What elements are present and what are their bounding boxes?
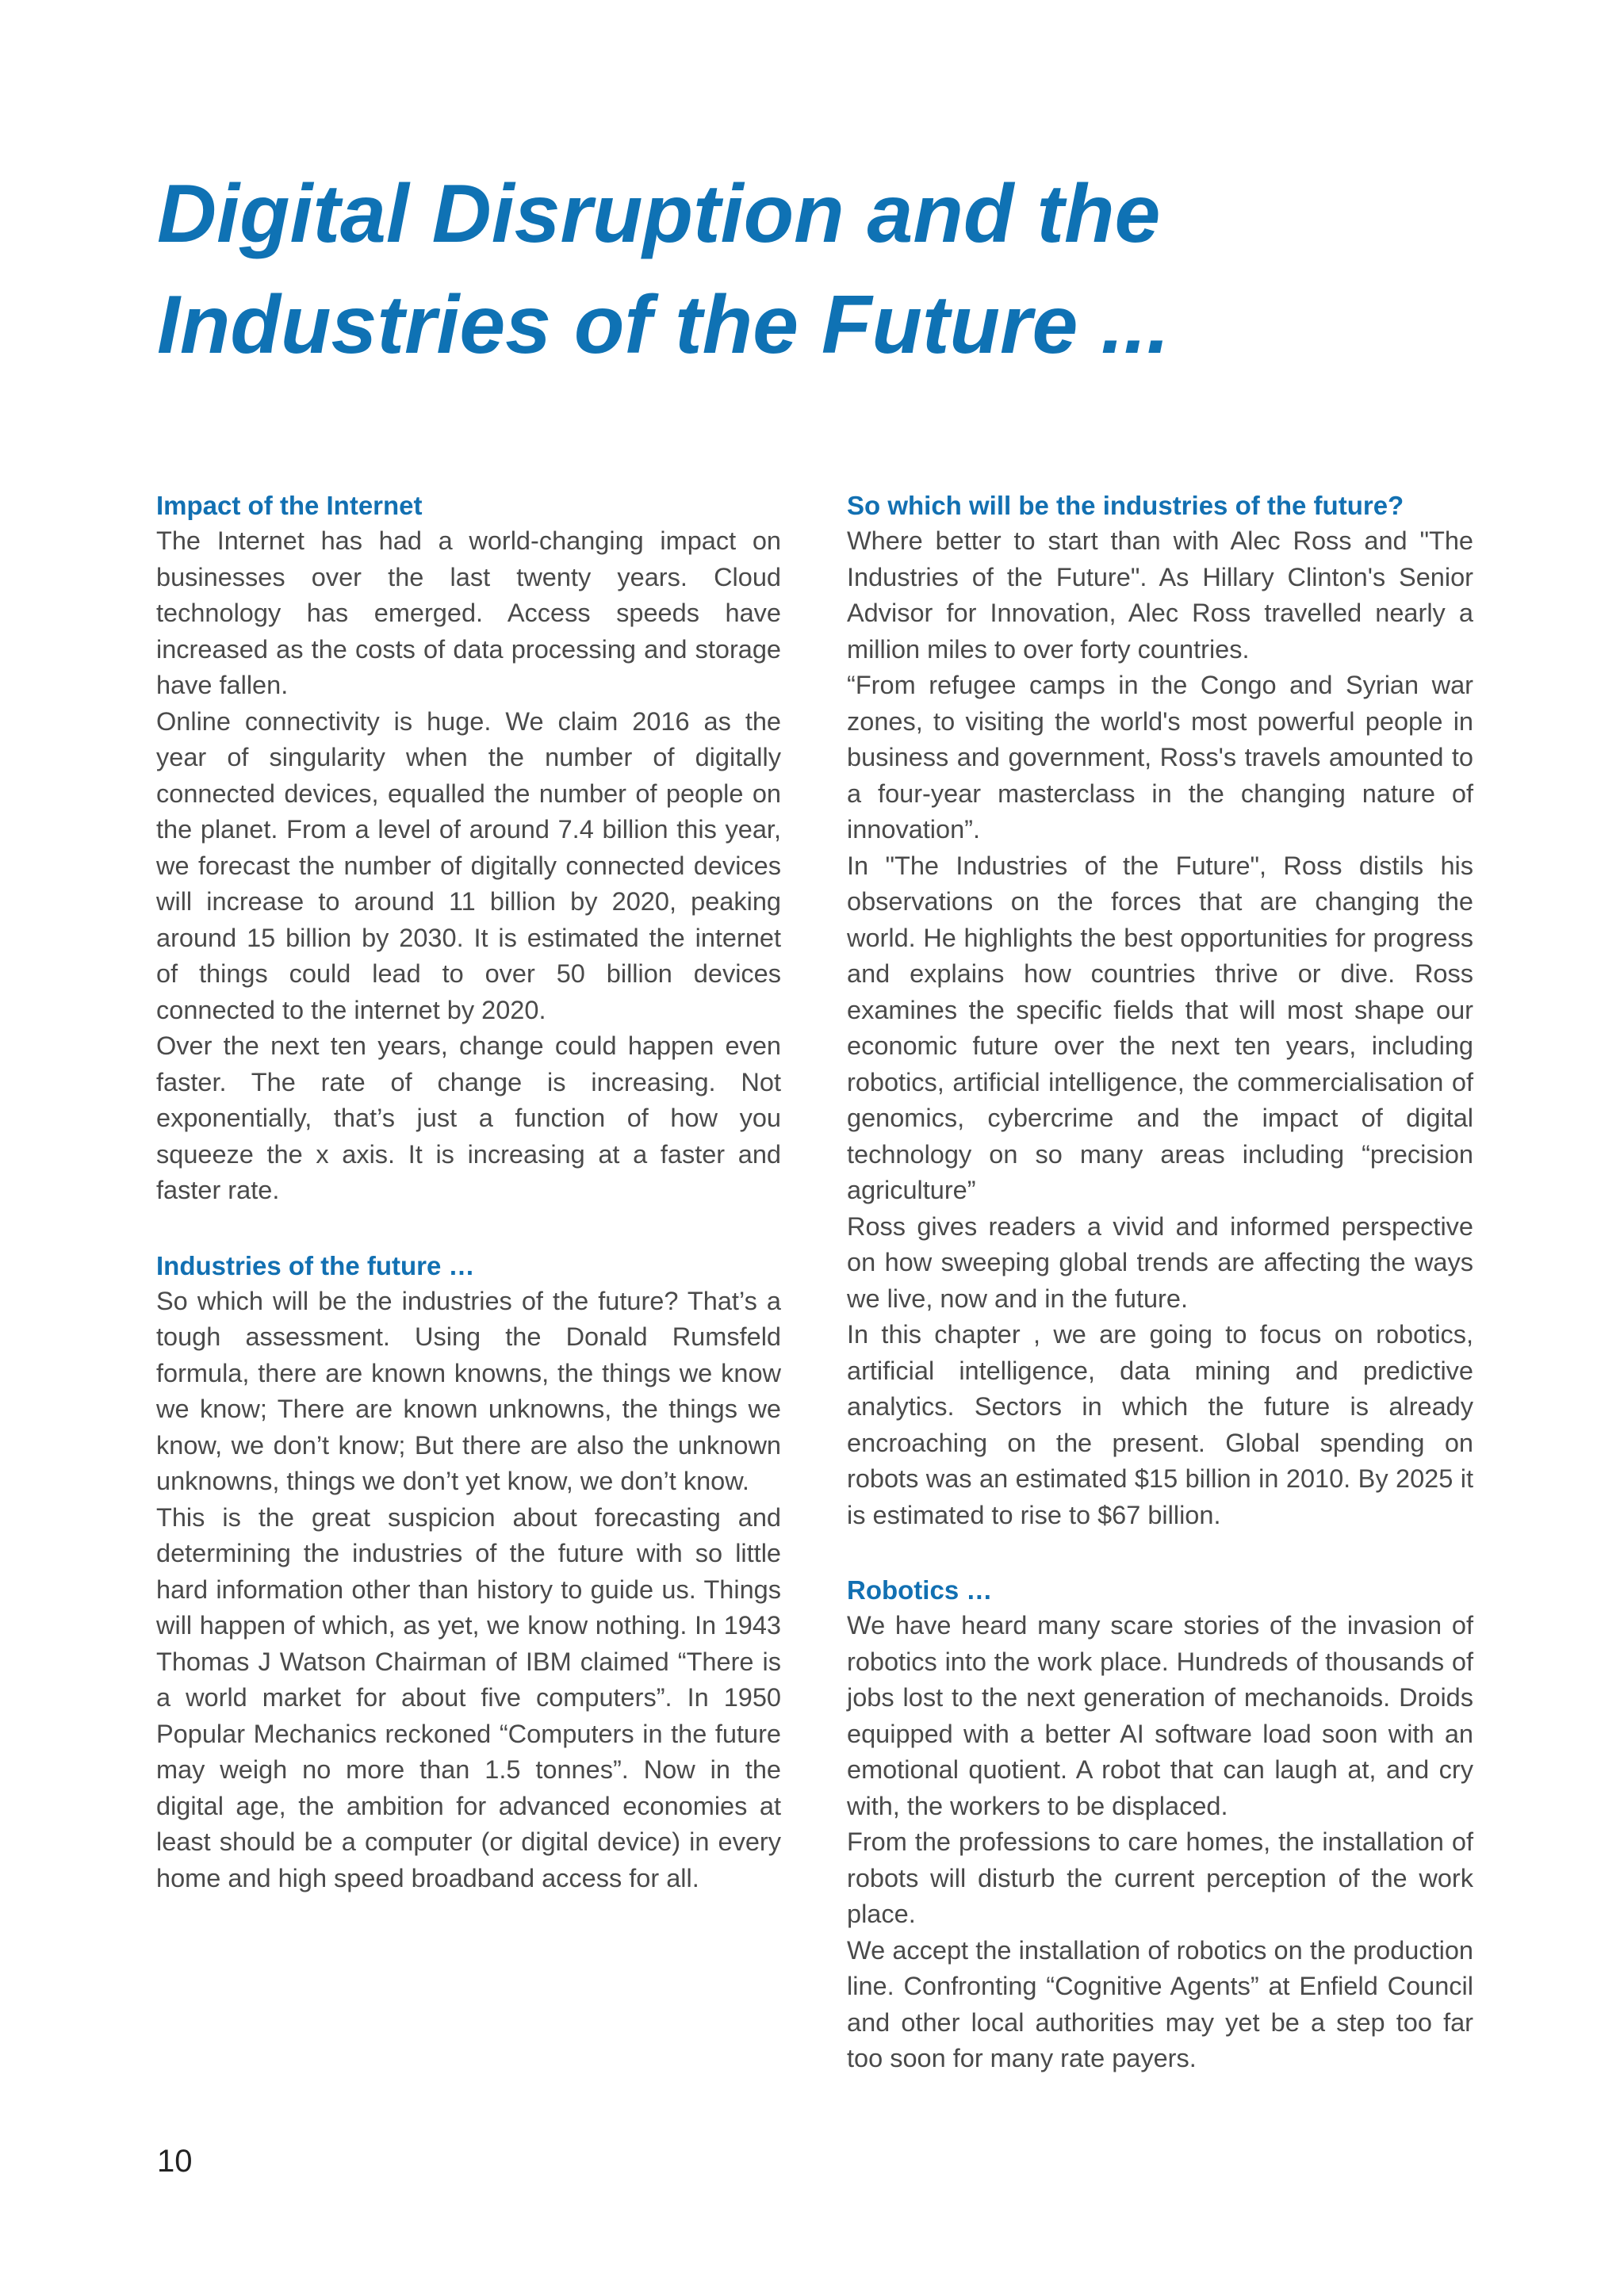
paragraph: Where better to start than with Alec Ross and "The Industries of the Future". As Hillary Clinton's Senior Advisor for Innovation, Alec Ross travelled nearly a million miles to over forty countries. xyxy=(847,526,1473,664)
paragraph: In "The Industries of the Future", Ross distils his observations on the forces that are changing the world. He highlights the best opportunities for progress and explains how countries thrive or dive. Ross examines the specific fields that will most shape our economic future over the next ten years, including robotics, artificial intelligence, the commercialisation of genomics, cybercrime and the impact of digital technology on so many areas including “precision agriculture” xyxy=(847,851,1473,1204)
paragraph: We have heard many scare stories of the invasion of robotics into the work place. Hundreds of thousands of jobs lost to the next generation of mechanoids. Droids equipped with a better AI software load soon with an emotional quotient. A robot that can laugh at, and cry with, the workers to be displaced. xyxy=(847,1611,1473,1820)
left-column xyxy=(156,488,781,1896)
right-column xyxy=(847,488,1473,2077)
page-title xyxy=(157,159,1505,381)
paragraph: Ross gives readers a vivid and informed perspective on how sweeping global trends are affecting the ways we live, now and in the future. xyxy=(847,1211,1473,1313)
section-heading-robotics: Robotics … xyxy=(847,1575,993,1605)
page-number: 10 xyxy=(157,2144,193,2179)
paragraph: In this chapter , we are going to focus on robotics, artificial intelligence, data mining and predictive analytics. Sectors in which the future is already encroaching on the present. Global spending on robots was an estimated $15 billion in 2010. By 2025 it is estimated to rise to $67 billion. xyxy=(847,1320,1473,1529)
paragraph: We accept the installation of robotics on the production line. Confronting “Cognitive Agents” at Enfield Council and other local authorities may yet be a step too far too soon for many rate payers. xyxy=(847,1935,1473,2072)
paragraph: Online connectivity is huge. We claim 2016 as the year of singularity when the number of digitally connected devices, equalled the number of people on the planet. From a level of around 7.4 billion this year, we forecast the number of digitally connected devices will increase to around 11 billion by 2020, peaking around 15 billion by 2030. It is estimated the internet of things could lead to over 50 billion devices connected to the internet by 2020. xyxy=(156,706,781,1024)
section-spacer xyxy=(156,1209,781,1249)
title-line-1: Digital Disruption and the xyxy=(157,168,1161,260)
paragraph: Over the next ten years, change could happen even faster. The rate of change is increasing. Not exponentially, that’s just a function of how you squeeze the x axis. It is increasing at a faster and faster rate. xyxy=(156,1031,781,1204)
paragraph: From the professions to care homes, the installation of robots will disturb the current perception of the work place. xyxy=(847,1827,1473,1928)
section-heading-industries-of-the-future: Industries of the future … xyxy=(156,1250,475,1280)
paragraph: So which will be the industries of the future? That’s a tough assessment. Using the Donald Rumsfeld formula, there are known knowns, the things we know we know; There are known unknowns, the things we know, we don’t know; But there are also the unknown unknowns, things we don’t yet know, we don’t know. xyxy=(156,1286,781,1495)
section-heading-impact-of-the-internet: Impact of the Internet xyxy=(156,491,423,520)
paragraph: This is the great suspicion about forecasting and determining the industries of the future with so little hard information other than history to guide us. Things will happen of which, as yet, we know nothing. In 1943 Thomas J Watson Chairman of IBM claimed “There is a world market for about five computers”. In 1950 Popular Mechanics reckoned “Computers in the future may weigh no more than 1.5 tonnes”. Now in the digital age, the ambition for advanced economies at least should be a computer (or digital device) in every home and high speed broadband access for all. xyxy=(156,1502,781,1892)
section-spacer xyxy=(847,1533,1473,1573)
section-heading-which-industries: So which will be the industries of the future? xyxy=(847,491,1404,520)
paragraph: The Internet has had a world-changing impact on businesses over the last twenty years. Cloud technology has emerged. Access speeds have increased as the costs of data processing and storage have fallen. xyxy=(156,526,781,699)
paragraph: “From refugee camps in the Congo and Syrian war zones, to visiting the world's most powerful people in business and government, Ross's travels amounted to a four-year masterclass in the changing nature of innovation”. xyxy=(847,671,1473,844)
title-line-2: Industries of the Future ... xyxy=(157,279,1170,371)
